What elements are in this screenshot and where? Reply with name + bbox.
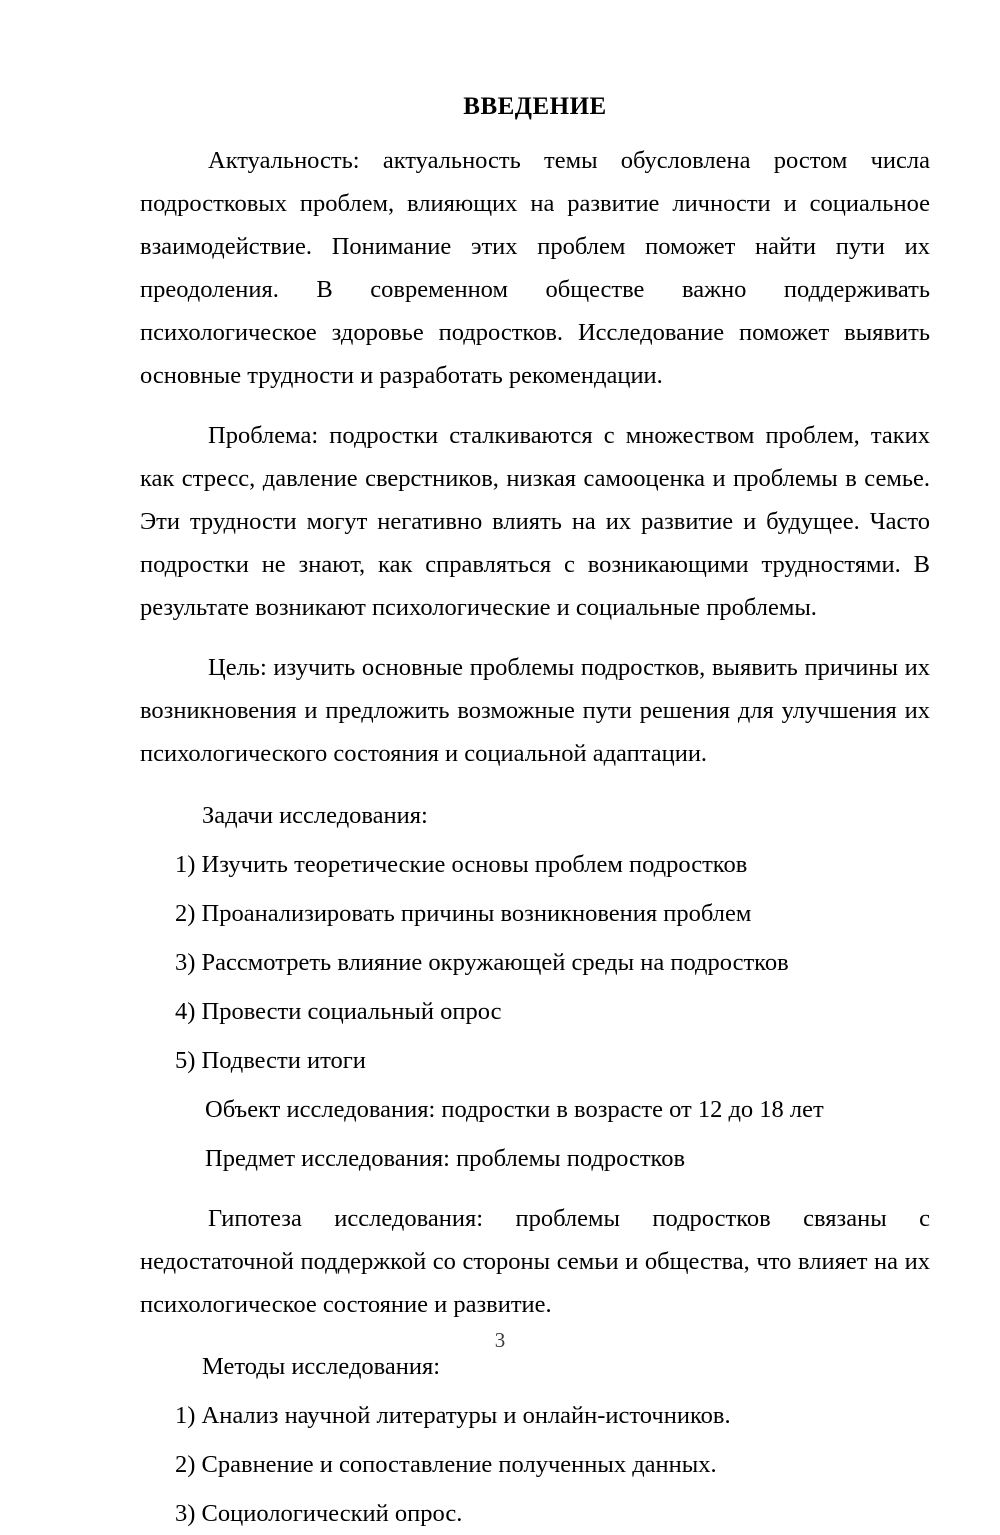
tasks-heading: Задачи исследования: (202, 802, 428, 829)
list-item: 2) Сравнение и сопоставление полученных данных. (175, 1451, 717, 1478)
subject-of-research-line: Предмет исследования: проблемы подростков (205, 1145, 686, 1172)
tasks-list (140, 837, 930, 1082)
paragraph-relevance: Актуальность: актуальность темы обусловлена ростом числа подростковых проблем, влияющих на развитие личности и социальное взаимодействие. Понимание этих проблем поможет найти пути их преодоления. В современном обществе важно поддерживать психологическое здоровье подростков. Исследование поможет выявить основные трудности и разработать рекомендации. (140, 147, 930, 389)
list-item: 1) Анализ научной литературы и онлайн-источников. (175, 1402, 731, 1429)
page-title: ВВЕДЕНИЕ (463, 93, 607, 120)
paragraph-hypothesis: Гипотеза исследования: проблемы подростков связаны с недостаточной поддержкой со стороны семьи и общества, что влияет на их психологическое состояние и развитие. (140, 1205, 930, 1318)
page-number: 3 (494, 1328, 506, 1352)
list-item: 3) Рассмотреть влияние окружающей среды на подростков (175, 949, 789, 976)
paragraph-goal: Цель: изучить основные проблемы подростков, выявить причины их возникновения и предложить возможные пути решения для улучшения их психологического состояния и социальной адаптации. (140, 654, 930, 767)
methods-heading: Методы исследования: (202, 1353, 441, 1380)
methods-list (140, 1388, 930, 1535)
paragraph-problem: Проблема: подростки сталкиваются с множеством проблем, таких как стресс, давление сверстников, низкая самооценка и проблемы в семье. Эти трудности могут негативно влиять на их развитие и будущее. Часто подростки не знают, как справляться с возникающими трудностями. В результате возникают психологические и социальные проблемы. (140, 422, 930, 621)
list-item: 4) Провести социальный опрос (175, 998, 502, 1025)
list-item: 1) Изучить теоретические основы проблем подростков (175, 851, 748, 878)
list-item: 5) Подвести итоги (175, 1047, 366, 1074)
list-item: 3) Социологический опрос. (175, 1500, 463, 1527)
document-body (140, 0, 930, 1535)
object-of-research-line: Объект исследования: подростки в возрасте от 12 до 18 лет (205, 1096, 824, 1123)
list-item: 2) Проанализировать причины возникновения проблем (175, 900, 752, 927)
